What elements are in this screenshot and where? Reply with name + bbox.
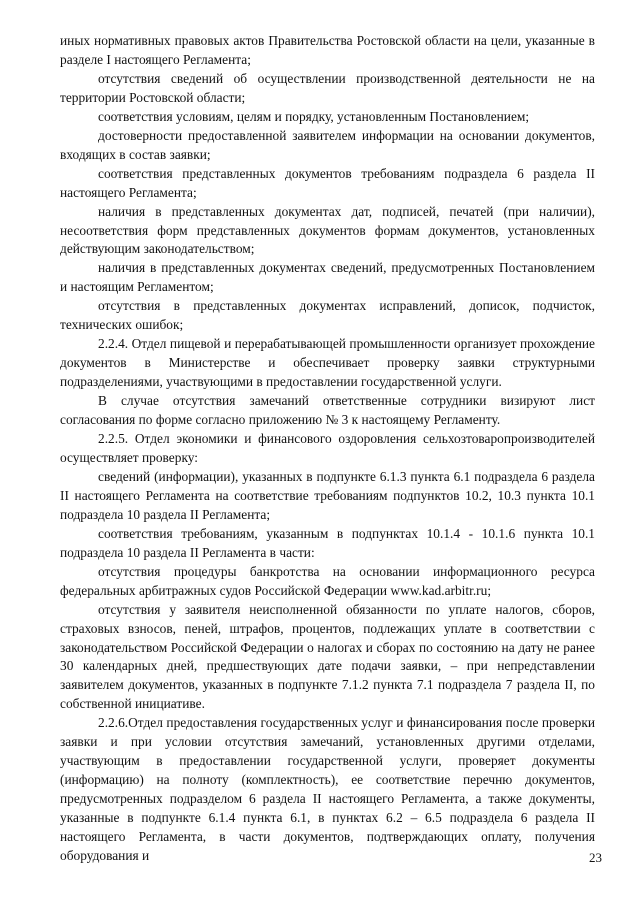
paragraph: наличия в представленных документах сведений, предусмотренных Постановлением и настоящим Регламентом; — [60, 260, 595, 295]
paragraph: 2.2.4. Отдел пищевой и перерабатывающей промышленности организует прохождение документов в Министерстве и обеспечивает проверку заявки структурными подразделениями, участвующими в предоставлении государственной услуги. — [60, 336, 595, 390]
paragraph: иных нормативных правовых актов Правительства Ростовской области на цели, указанные в разделе I настоящего Регламента; — [60, 33, 595, 67]
body-text — [60, 32, 595, 866]
paragraph: соответствия требованиям, указанным в подпунктах 10.1.4 - 10.1.6 пункта 10.1 подраздела 10 раздела II Регламента в части: — [60, 525, 595, 560]
paragraph: 2.2.5. Отдел экономики и финансового оздоровления сельхозтоваропроизводителей осуществляет проверку: — [60, 431, 595, 465]
paragraph: отсутствия сведений об осуществлении производственной деятельности не на территории Ростовской области; — [60, 70, 595, 105]
paragraph: сведений (информации), указанных в подпункте 6.1.3 пункта 6.1 подраздела 6 раздела II настоящего Регламента на соответствие требованиям подпунктов 10.2, 10.3 пункта 10.1 подраздела 10 раздела II Регламента; — [60, 468, 595, 522]
paragraph: В случае отсутствия замечаний ответственные сотрудники визируют лист согласования по форме согласно приложению № 3 к настоящему Регламенту. — [60, 393, 595, 428]
page-number: 23 — [589, 850, 602, 865]
paragraph: достоверности предоставленной заявителем информации на основании документов, входящих в состав заявки; — [60, 127, 595, 162]
paragraph: 2.2.6.Отдел предоставления государственных услуг и финансирования после проверки заявки и при условии отсутствия замечаний, установленных другими отделами, участвующим в предоставлении государственной услуги, проверяет документы (информацию) на полноту (комплектность), ее соответствие перечню документов, предусмотренных подразделом 6 раздела II настоящего Регламента, а также документы, указанные в подпункте 6.1.4 пункта 6.1, в пунктах 6.2 – 6.5 подраздела 6 раздела II настоящего Регламента, в части документов, подтверждающих оплату, получения оборудования и — [60, 715, 595, 863]
paragraph: отсутствия процедуры банкротства на основании информационного ресурса федеральных арбитражных судов Российской Федерации www.kad.arbitr.ru; — [60, 563, 595, 598]
paragraph: соответствия условиям, целям и порядку, установленным Постановлением; — [98, 108, 530, 124]
paragraph: отсутствия у заявителя неисполненной обязанности по уплате налогов, сборов, страховых взносов, пеней, штрафов, процентов, подлежащих уплате в соответствии с законодательством Российской Федерации о налогах и сборах по состоянию на дату не ранее 30 календарных дней, предшествующих дате подачи заявки, – при непредставлении заявителем документов, указанных в подпункте 7.1.2 пункта 7.1 подраздела 7 раздела II, по собственной инициативе. — [60, 601, 595, 712]
paragraph: соответствия представленных документов требованиям подраздела 6 раздела II настоящего Регламента; — [60, 165, 595, 200]
paragraph: отсутствия в представленных документах исправлений, дописок, подчисток, технических ошибок; — [60, 298, 595, 333]
paragraph: наличия в представленных документах дат, подписей, печатей (при наличии), несоответствия форм представленных документов формам документов, установленных действующим законодательством; — [60, 203, 595, 257]
